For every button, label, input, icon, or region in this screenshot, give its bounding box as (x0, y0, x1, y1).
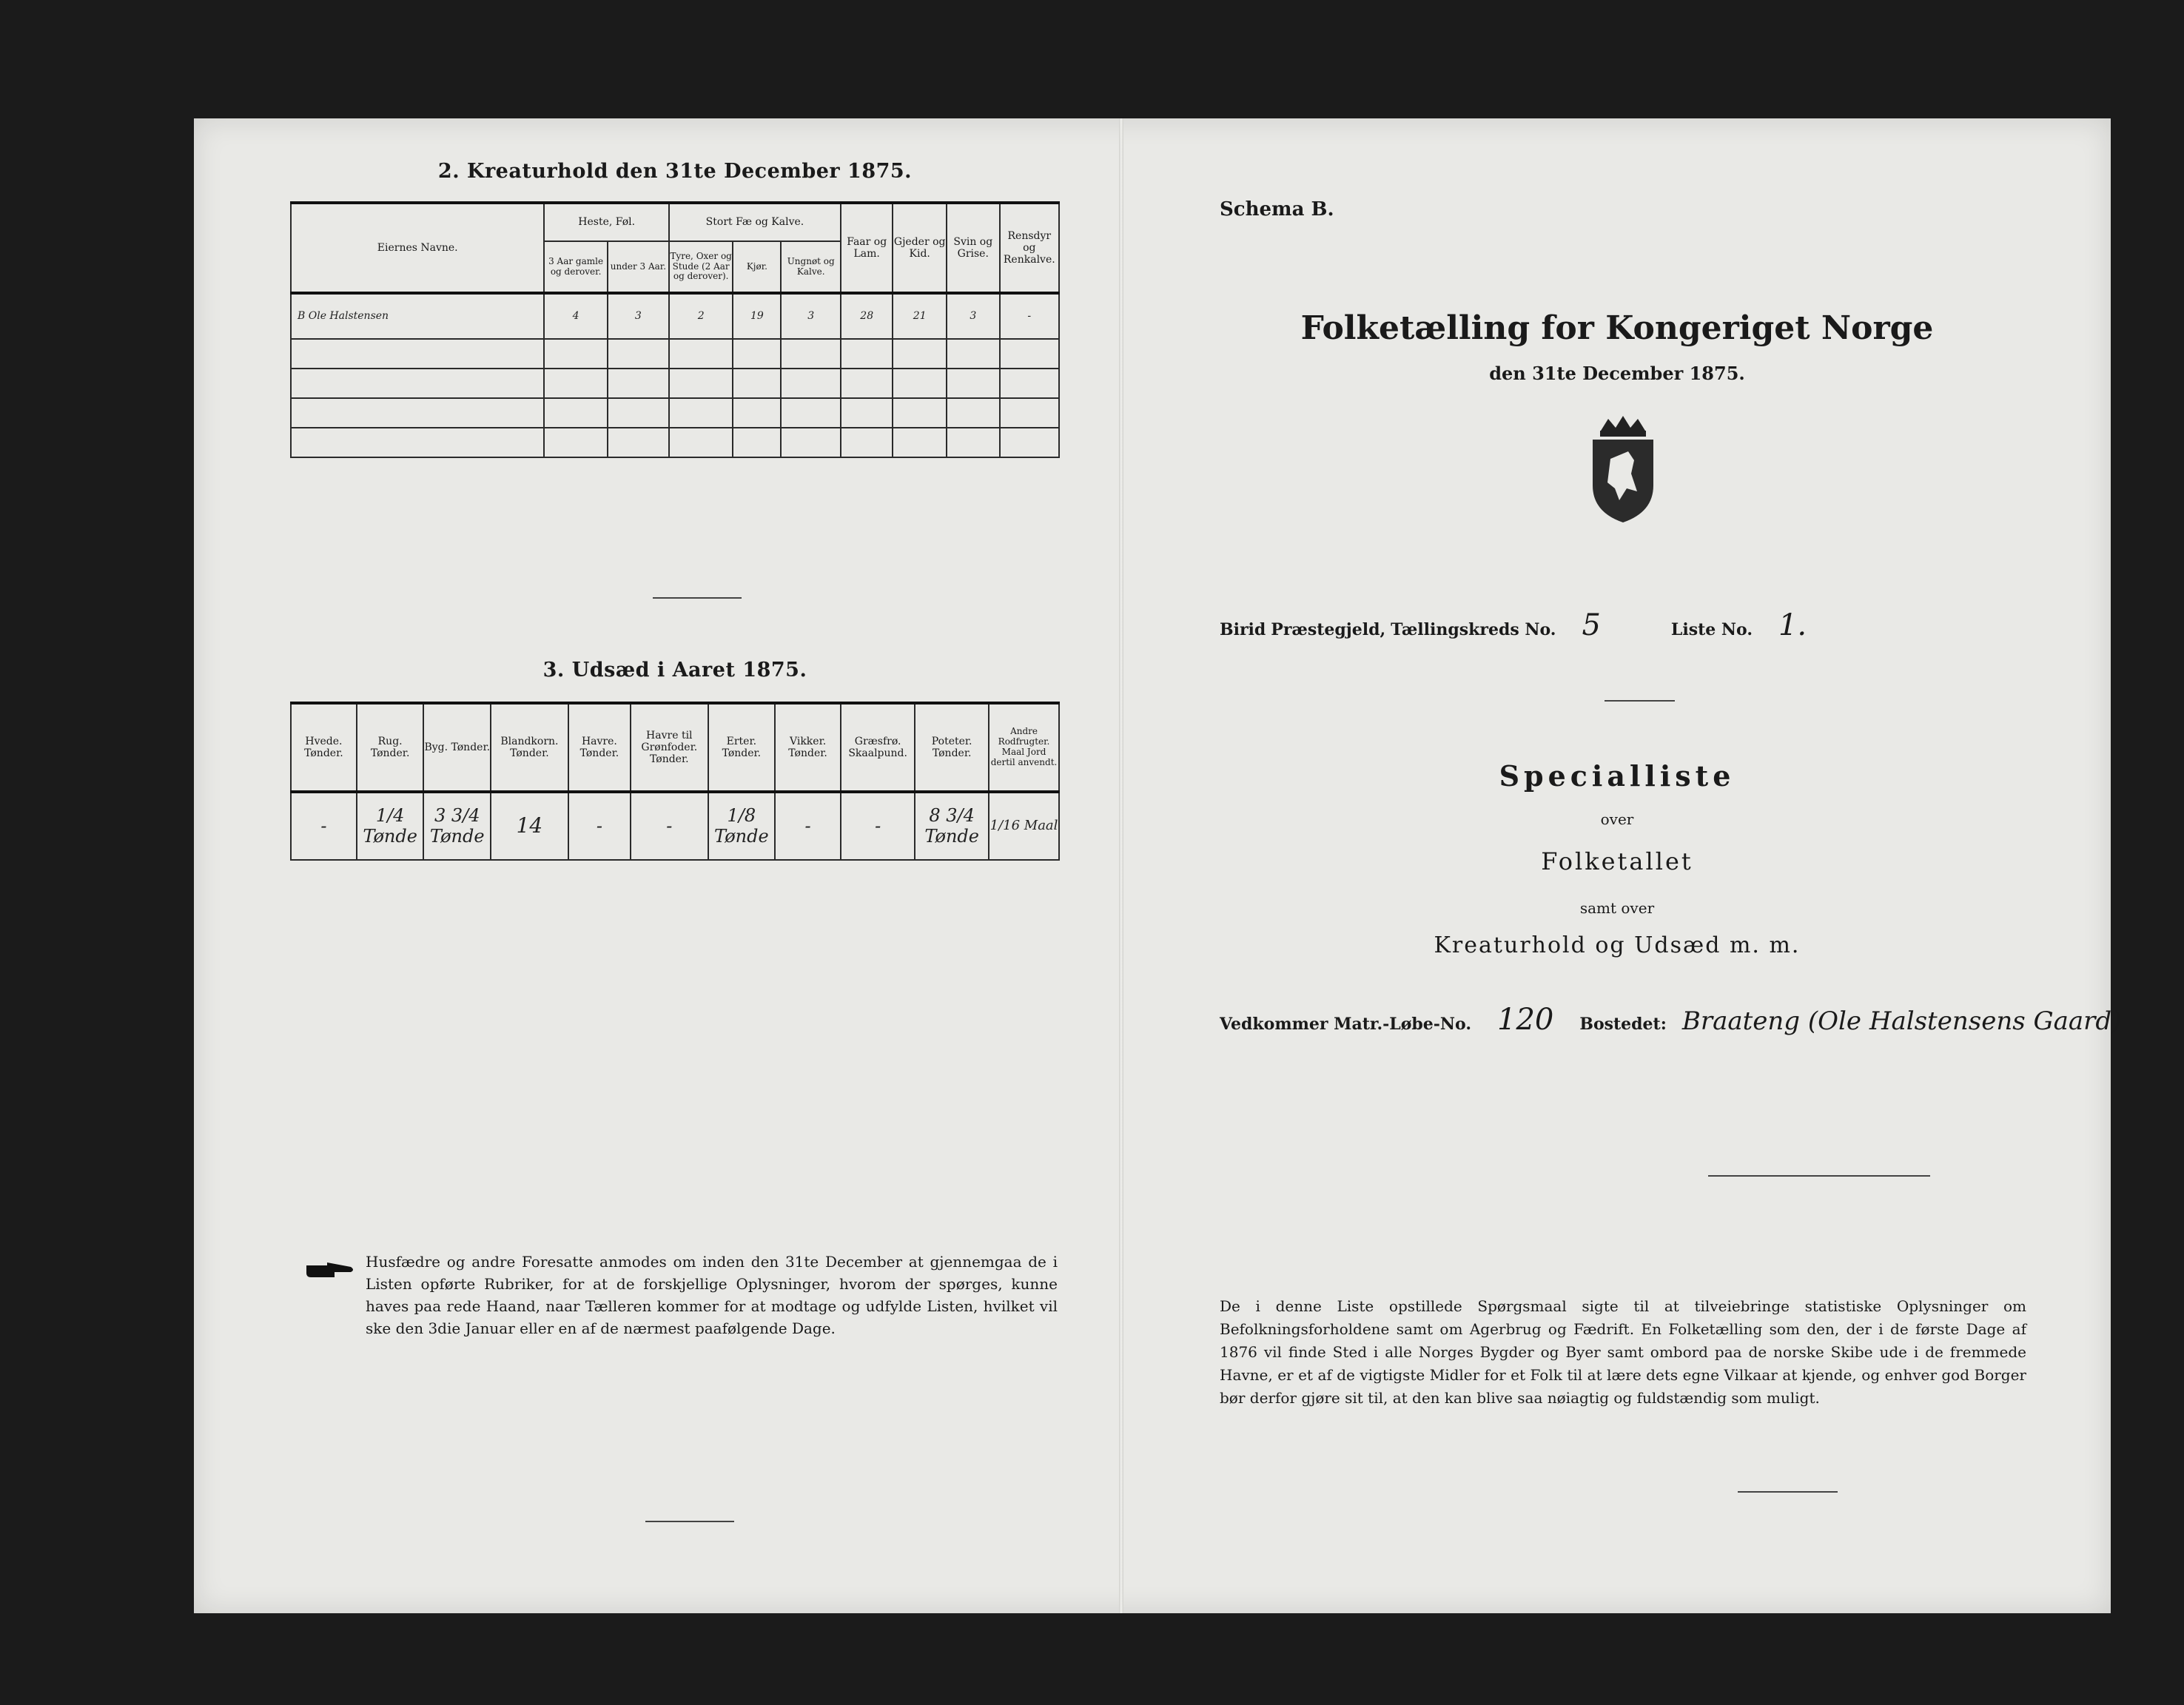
value-cell: 4 (544, 293, 607, 339)
empty-row (291, 339, 1059, 369)
divider (1708, 1175, 1930, 1177)
kreaturhold-heading: Kreaturhold og Udsæd m. m. (1434, 932, 1801, 958)
intro-paragraph: De i denne Liste opstillede Spørgsmaal sigte til at tilveiebringe statistiske Oplysninger om Befolkningsforholdene samt om Agerbrug og Fædrift. En Folketælling som den, der i de første Dage af 1876 vil finde Sted i alle Norges Bygder og Byer samt ombord paa de norske Skibe ude i de fremmede Havne, er et af de vigtigste Midler for et Folk til at lære dets egne Vilkaar at kjende, og enhver god Borger bør derfor gjøre sit til, at den kan blive saa nøiagtig og fuldstændig som muligt. (1220, 1297, 2026, 1407)
liste-value: 1. (1778, 608, 1807, 642)
value-cell: 8 3/4 Tønde (915, 792, 989, 860)
divider (1738, 1491, 1838, 1493)
header-erter: Erter. Tønder. (708, 703, 776, 792)
header-rodfrugter: Andre Rodfrugter. Maal Jord dertil anvendt. (989, 703, 1059, 792)
value-cell: 1/8 Tønde (708, 792, 776, 860)
value-cell: 3 (947, 293, 1000, 339)
krets-label: Tællingskreds No. (1391, 620, 1556, 639)
header-gjeder: Gjeder og Kid. (893, 203, 947, 293)
section-3-title: 3. Udsæd i Aaret 1875. (542, 659, 807, 682)
empty-row (291, 428, 1059, 457)
value-cell: - (841, 792, 915, 860)
notice-paragraph: Husfædre og andre Foresatte anmodes om inden den 31te December at gjennemgaa de i Listen opførte Rubriker, for at de forskjellige Oplysninger, hvorom der spørges, kunne haves paa rede Haand, naar Tælleren kommer for at modtage og udfylde Listen, hvilket vil ske den 3die Januar eller en af de nærmest paafølgende Dage. (366, 1253, 1058, 1337)
header-kjor: Kjør. (733, 241, 781, 293)
header-rensdyr: Rensdyr og Renkalve. (1000, 203, 1059, 293)
owner-name-cell: B Ole Halstensen (291, 293, 544, 339)
header-ungnot: Ungnøt og Kalve. (781, 241, 840, 293)
section-2-title: 2. Kreaturhold den 31te December 1875. (437, 160, 913, 183)
header-heste-young: under 3 Aar. (608, 241, 669, 293)
value-cell: 21 (893, 293, 947, 339)
value-cell: - (291, 792, 357, 860)
sowing-table (290, 702, 1060, 861)
header-stort-fae: Stort Fæ og Kalve. (669, 203, 841, 241)
bosted-label: Bostedet: (1579, 1015, 1667, 1034)
over-text: over (1600, 810, 1634, 828)
main-title: Folketælling for Kongeriget Norge (1300, 309, 1934, 347)
header-tyre: Tyre, Oxer og Stude (2 Aar og derover). (669, 241, 733, 293)
divider (645, 1521, 734, 1522)
norway-coat-of-arms-icon (1582, 414, 1664, 525)
right-page (1123, 118, 2122, 1613)
divider (1605, 700, 1675, 702)
matrikkel-line (1220, 1003, 2142, 1037)
samt-over-text: samt over (1579, 899, 1655, 917)
value-cell: - (1000, 293, 1059, 339)
value-cell: 3 (608, 293, 669, 339)
matr-value: 120 (1497, 1003, 1554, 1037)
empty-row (291, 369, 1059, 398)
value-cell: 3 3/4 Tønde (423, 792, 491, 860)
value-cell: 3 (781, 293, 840, 339)
krets-value: 5 (1582, 608, 1601, 642)
header-hvede: Hvede. Tønder. (291, 703, 357, 792)
value-cell: 28 (841, 293, 893, 339)
matr-label: Vedkommer Matr.-Løbe-No. (1220, 1015, 1471, 1034)
schema-label: Schema B. (1220, 198, 1334, 221)
pointing-hand-icon (305, 1258, 357, 1283)
header-heste-old: 3 Aar gamle og derover. (544, 241, 607, 293)
census-date: den 31te December 1875. (1489, 363, 1745, 384)
header-poteter: Poteter. Tønder. (915, 703, 989, 792)
liste-label: Liste No. (1670, 620, 1753, 639)
header-vikker: Vikker. Tønder. (775, 703, 841, 792)
value-cell: 19 (733, 293, 781, 339)
prestegjeld-label: Præstegjeld, (1271, 620, 1386, 639)
header-graesfro: Græsfrø. Skaalpund. (841, 703, 915, 792)
value-cell: - (775, 792, 841, 860)
header-heste: Heste, Føl. (544, 203, 669, 241)
divider (653, 597, 742, 599)
left-page (194, 118, 1119, 1613)
empty-row (291, 398, 1059, 428)
header-svin: Svin og Grise. (947, 203, 1000, 293)
header-havre: Havre. Tønder. (568, 703, 631, 792)
specialliste-heading: Specialliste (1499, 759, 1736, 793)
value-cell: 2 (669, 293, 733, 339)
value-cell: - (568, 792, 631, 860)
prestegjeld-value: Birid (1220, 620, 1266, 639)
value-cell: 1/16 Maal (989, 792, 1059, 860)
census-sheet (194, 118, 2122, 1613)
folketallet-heading: Folketallet (1541, 847, 1693, 875)
bosted-value: Braateng (Ole Halstensens Gaard) (1681, 1006, 2122, 1036)
header-rug: Rug. Tønder. (357, 703, 424, 792)
header-blandkorn: Blandkorn. Tønder. (491, 703, 568, 792)
header-faar: Faar og Lam. (841, 203, 893, 293)
value-cell: 14 (491, 792, 568, 860)
district-line (1220, 608, 1827, 642)
livestock-table (290, 201, 1060, 458)
header-havre-gronfoder: Havre til Grønfoder. Tønder. (631, 703, 708, 792)
value-cell: 1/4 Tønde (357, 792, 424, 860)
value-cell: - (631, 792, 708, 860)
header-owner: Eiernes Navne. (291, 203, 544, 293)
header-byg: Byg. Tønder. (423, 703, 491, 792)
